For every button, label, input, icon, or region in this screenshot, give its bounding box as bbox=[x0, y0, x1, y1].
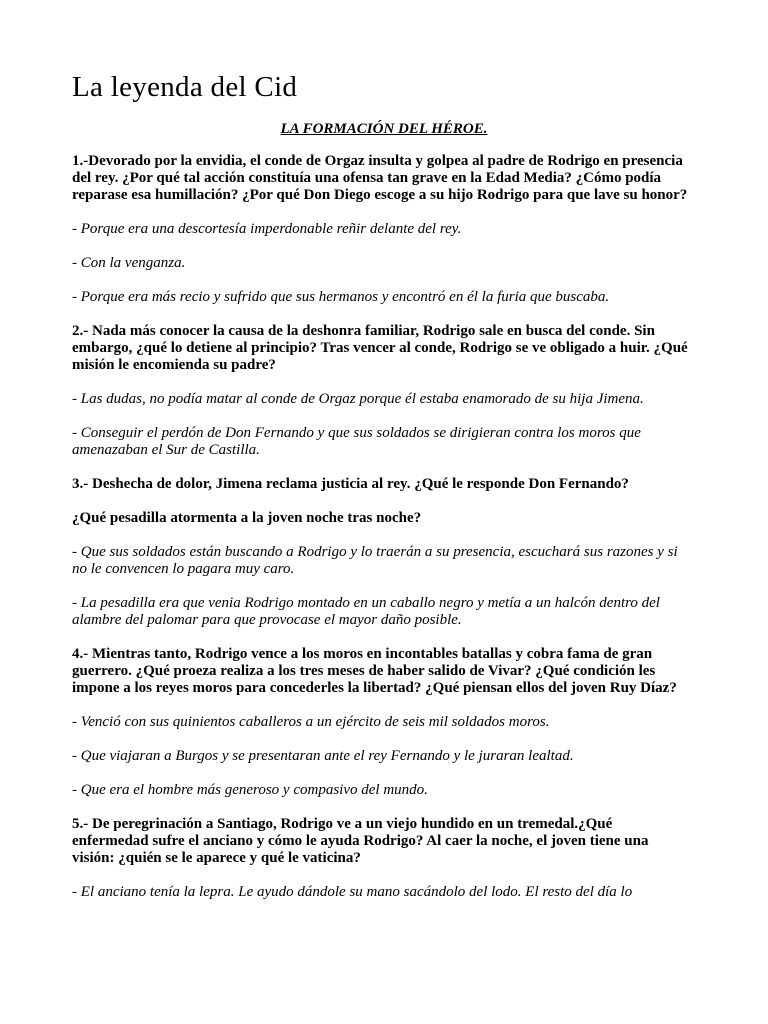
question-paragraph: 4.- Mientras tanto, Rodrigo vence a los moros en incontables batallas y cobra fama de gran guerrero. ¿Qué proeza realiza a los tres meses de haber salido de Vivar? ¿Qué condición les impone a los reyes moros para concederles la libertad? ¿Qué piensan ellos del joven Ruy Díaz? bbox=[72, 646, 677, 696]
document-subtitle: LA FORMACIÓN DEL HÉROE. bbox=[280, 121, 488, 137]
answer-paragraph: - Porque era más recio y sufrido que sus hermanos y encontró en él la furia que buscaba. bbox=[72, 289, 610, 305]
answer-paragraph: - Venció con sus quinientos caballeros a un ejército de seis mil soldados moros. bbox=[72, 714, 550, 730]
answer-paragraph: - La pesadilla era que venia Rodrigo montado en un caballo negro y metía a un halcón dentro del alambre del palomar para que provocase el mayor daño posible. bbox=[72, 595, 660, 628]
answer-paragraph: - Porque era una descortesía imperdonable reñir delante del rey. bbox=[72, 221, 462, 237]
answer-paragraph: - Las dudas, no podía matar al conde de Orgaz porque él estaba enamorado de su hija Jimena. bbox=[72, 391, 644, 407]
question-paragraph: 2.- Nada más conocer la causa de la deshonra familiar, Rodrigo sale en busca del conde. Sin embargo, ¿qué lo detiene al principio? Tras vencer al conde, Rodrigo se ve obligado a huir. ¿Qué misión le encomienda su padre? bbox=[72, 323, 688, 373]
document-title: La leyenda del Cid bbox=[72, 71, 298, 103]
answer-paragraph: - Conseguir el perdón de Don Fernando y que sus soldados se dirigieran contra los moros que amenazaban el Sur de Castilla. bbox=[72, 425, 641, 458]
answer-paragraph: - El anciano tenía la lepra. Le ayudo dándole su mano sacándolo del lodo. El resto del día lo bbox=[72, 884, 633, 900]
answer-paragraph: - Que era el hombre más generoso y compasivo del mundo. bbox=[72, 782, 428, 798]
answer-paragraph: - Que viajaran a Burgos y se presentaran ante el rey Fernando y le juraran lealtad. bbox=[72, 748, 574, 764]
question-paragraph: 3.- Deshecha de dolor, Jimena reclama justicia al rey. ¿Qué le responde Don Fernando? bbox=[72, 476, 629, 492]
question-paragraph: ¿Qué pesadilla atormenta a la joven noche tras noche? bbox=[72, 510, 422, 526]
document-body bbox=[72, 153, 690, 918]
question-paragraph: 5.- De peregrinación a Santiago, Rodrigo ve a un viejo hundido en un tremedal.¿Qué enfermedad sufre el anciano y cómo le ayuda Rodrigo? Al caer la noche, el joven tiene una visión: ¿quién se le aparece y qué le vaticina? bbox=[72, 816, 649, 866]
question-paragraph: 1.-Devorado por la envidia, el conde de Orgaz insulta y golpea al padre de Rodrigo en presencia del rey. ¿Por qué tal acción constituía una ofensa tan grave en la Edad Media? ¿Cómo podía reparase esa humillación? ¿Por qué Don Diego escoge a su hijo Rodrigo para que lave su honor? bbox=[72, 153, 688, 203]
answer-paragraph: - Que sus soldados están buscando a Rodrigo y lo traerán a su presencia, escuchará sus razones y si no le convencen lo pagara muy caro. bbox=[72, 544, 678, 577]
answer-paragraph: - Con la venganza. bbox=[72, 255, 186, 271]
